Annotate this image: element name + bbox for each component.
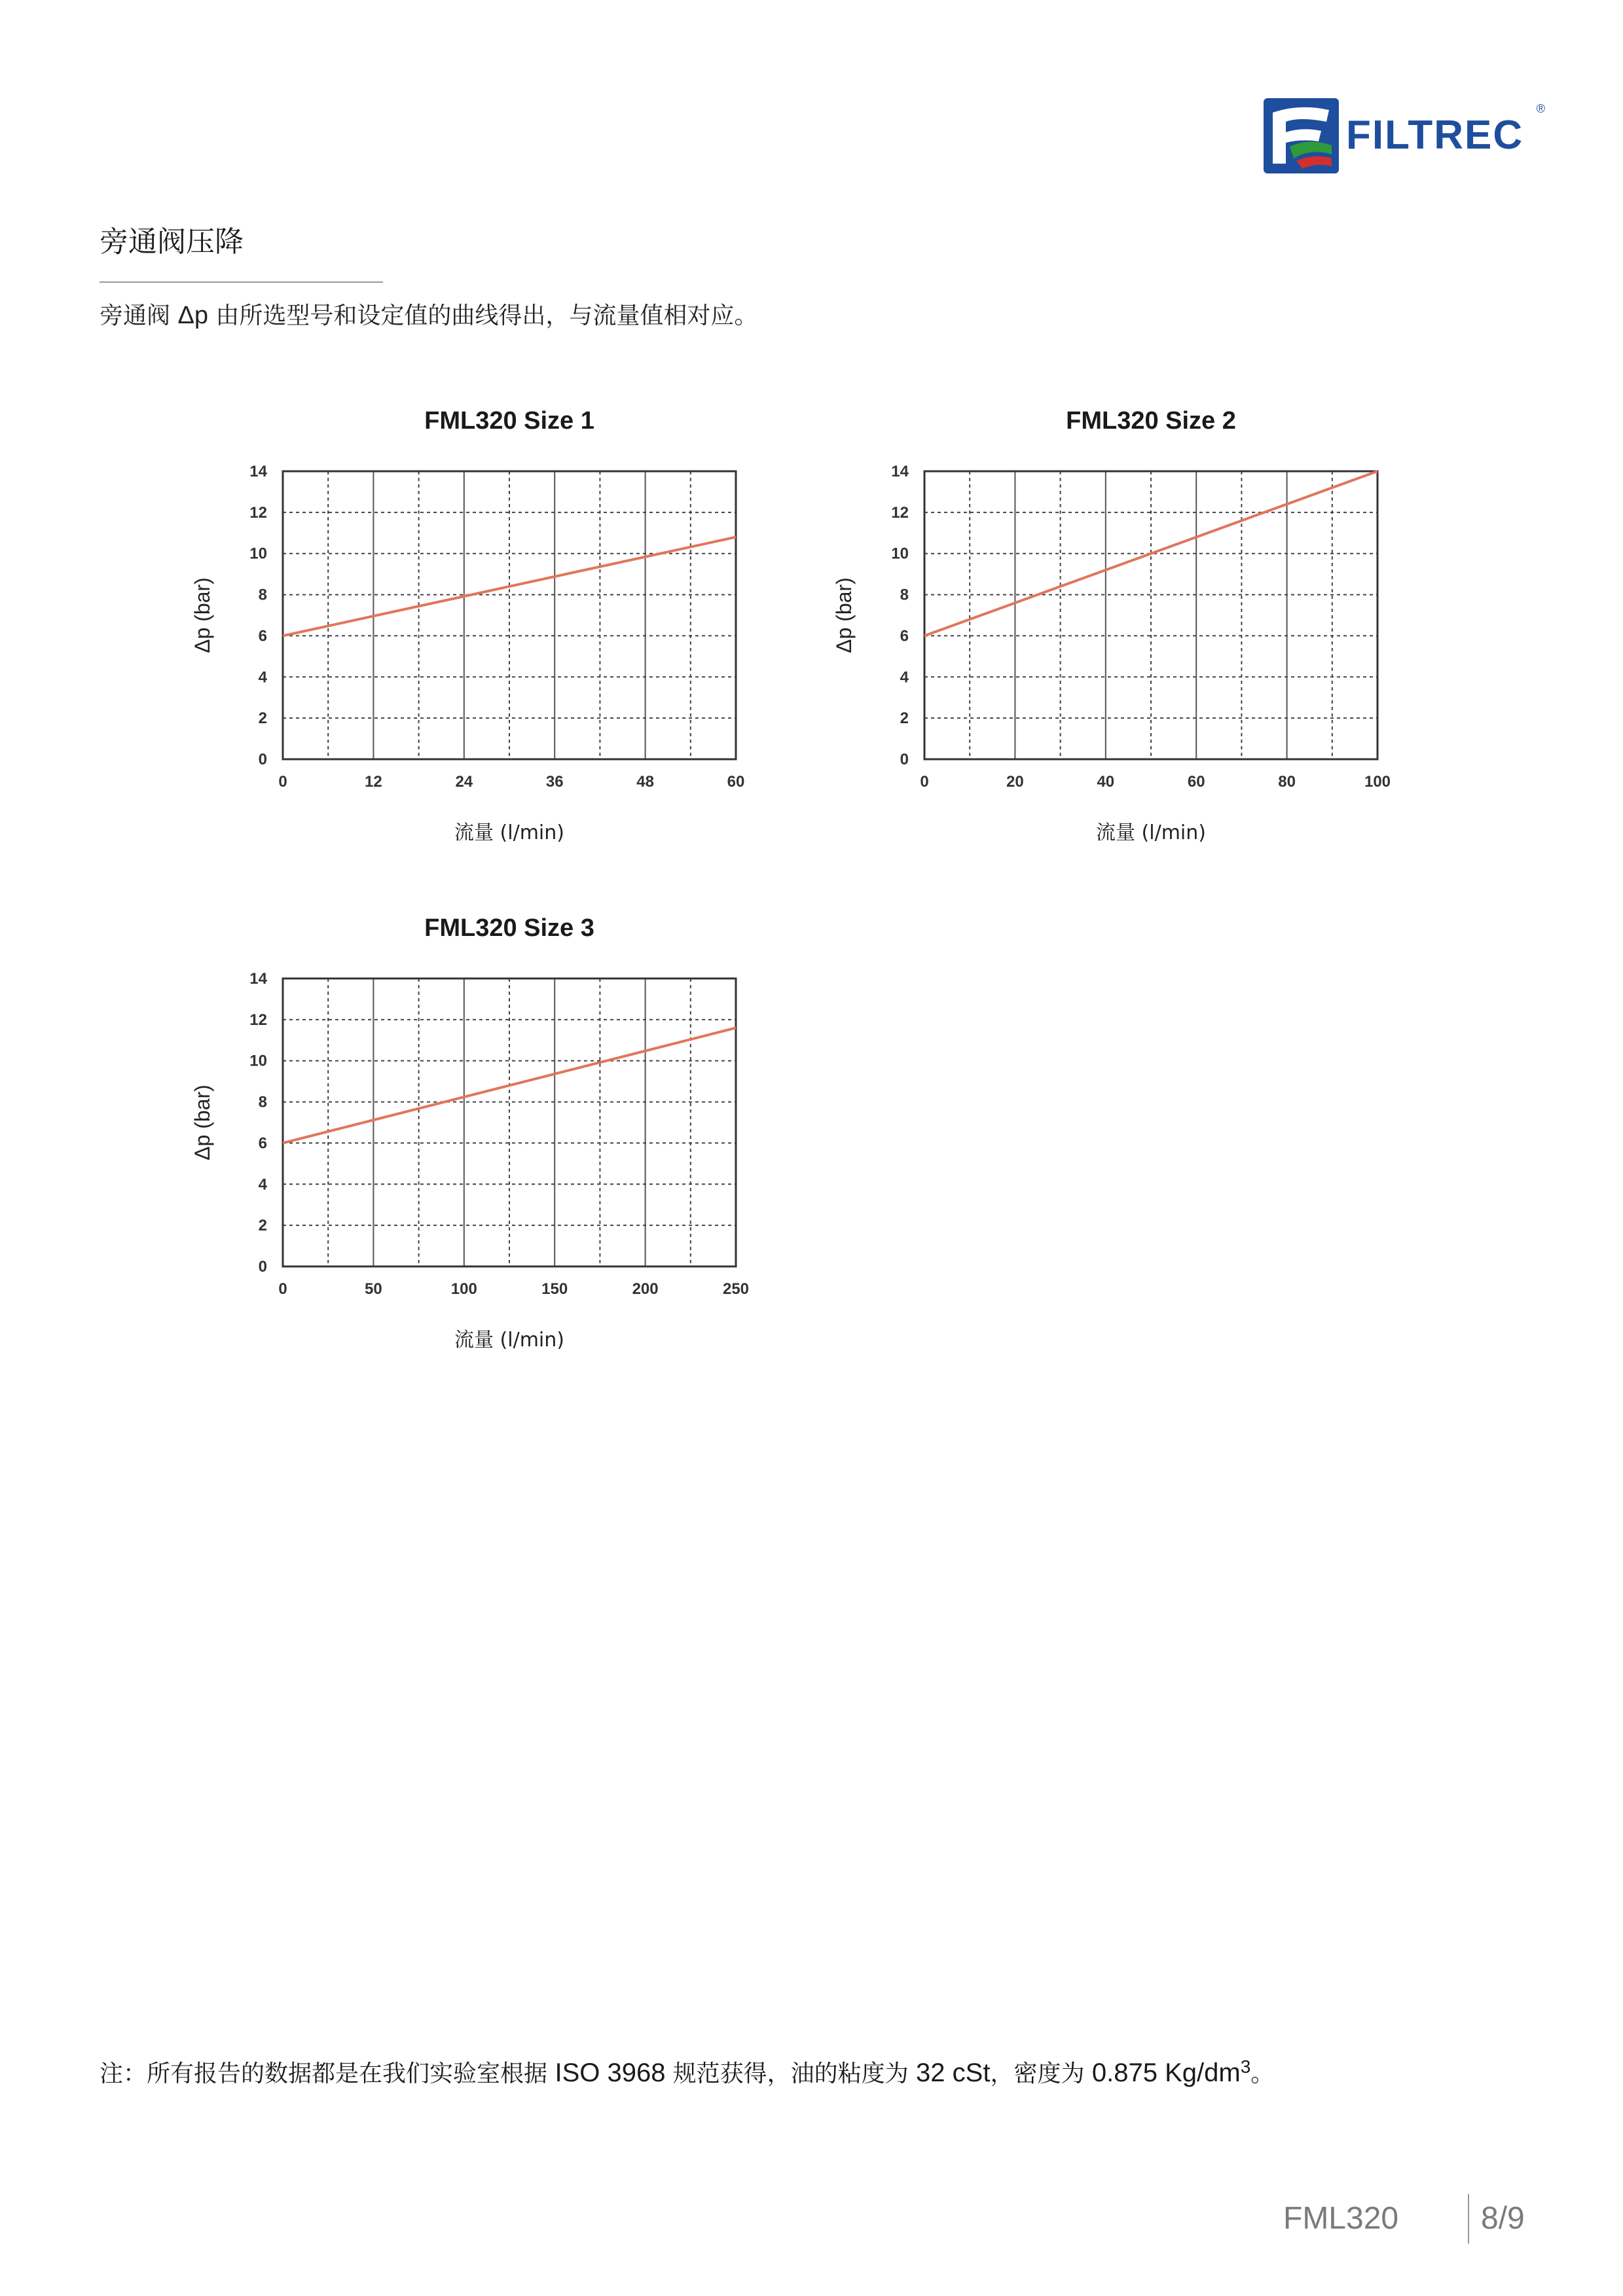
y-tick-label: 12 [249,1011,267,1029]
y-tick-label: 4 [258,668,267,687]
intro-symbol: Δp [177,302,208,329]
x-tick-label: 40 [1097,773,1115,791]
note-viscosity: 32 cSt [916,2058,991,2087]
x-tick-label: 80 [1278,773,1296,791]
registered-mark: ® [1536,102,1545,115]
chart-size-3 [177,900,766,1358]
brand-name: FILTREC [1346,113,1524,158]
y-tick-label: 0 [258,1258,267,1276]
y-axis-label: Δp (bar) [832,577,856,653]
note-density: 0.875 Kg/dm [1091,2058,1241,2087]
y-tick-label: 10 [891,545,909,563]
x-axis-label: 流量 (l/min) [1096,821,1206,844]
x-tick-label: 36 [545,773,564,791]
x-tick-label: 250 [722,1280,750,1298]
y-tick-label: 12 [249,503,267,522]
x-axis-label: 流量 (l/min) [454,1329,564,1352]
filtrec-logo-icon [1264,98,1339,173]
x-tick-label: 20 [1006,773,1024,791]
y-tick-label: 6 [258,627,267,645]
y-tick-label: 4 [900,668,909,687]
x-tick-label: 12 [365,773,382,791]
x-tick-label: 100 [1364,773,1391,791]
chart-svg [818,393,1408,851]
test-conditions-note [100,2049,1274,2092]
y-tick-label: 6 [258,1134,267,1153]
y-tick-label: 12 [891,503,909,522]
y-tick-label: 2 [258,709,267,728]
y-tick-label: 0 [900,751,909,768]
y-tick-label: 2 [900,709,909,728]
x-tick-label: 0 [278,773,287,791]
intro-suffix: 由所选型号和设定值的曲线得出，与流量值相对应。 [208,302,758,329]
x-tick-label: 24 [455,773,473,791]
note-part-1: 注：所有报告的数据都是在我们实验室根据 [100,2060,555,2087]
chart-title: FML320 Size 1 [424,407,594,435]
y-axis-label: Δp (bar) [191,1085,214,1160]
chart-title: FML320 Size 3 [424,914,594,942]
x-axis-label: 流量 (l/min) [454,821,564,844]
intro-text [100,298,757,333]
note-part-2: 规范获得，油的粘度为 [672,2060,917,2087]
note-part-3: ，密度为 [990,2060,1092,2087]
filtrec-logo [1264,98,1545,173]
y-tick-label: 4 [258,1175,267,1194]
chart-svg [177,393,766,851]
y-tick-label: 8 [900,586,909,604]
section-title: 旁通阀压降 [100,225,244,259]
y-tick-label: 14 [891,463,909,480]
title-divider [100,281,383,283]
y-axis-label: Δp (bar) [191,577,214,653]
chart-svg [177,900,766,1358]
x-tick-label: 200 [632,1280,659,1298]
note-end: 。 [1250,2060,1275,2087]
x-tick-label: 48 [636,773,654,791]
y-tick-label: 8 [258,1093,267,1111]
page-number: 8/9 [1481,2201,1525,2236]
intro-prefix: 旁通阀 [100,302,178,329]
x-tick-label: 0 [278,1280,287,1298]
y-tick-label: 10 [249,1052,267,1070]
x-tick-label: 60 [727,773,745,791]
y-tick-label: 14 [249,970,267,988]
x-tick-label: 60 [1187,773,1205,791]
footer-divider [1468,2194,1469,2244]
y-tick-label: 2 [258,1217,267,1235]
note-standard: ISO 3968 [555,2058,673,2087]
y-tick-label: 0 [258,751,267,768]
y-tick-label: 10 [249,545,267,563]
x-tick-label: 100 [450,1280,477,1298]
x-tick-label: 50 [365,1280,382,1298]
note-density-exponent: 3 [1240,2056,1251,2077]
x-tick-label: 150 [541,1280,568,1298]
y-tick-label: 8 [258,586,267,604]
chart-title: FML320 Size 2 [1066,407,1236,435]
x-tick-label: 0 [920,773,929,791]
footer-model: FML320 [1283,2201,1399,2236]
chart-size-2 [818,393,1408,851]
chart-size-1 [177,393,766,851]
y-tick-label: 6 [900,627,909,645]
y-tick-label: 14 [249,463,267,480]
